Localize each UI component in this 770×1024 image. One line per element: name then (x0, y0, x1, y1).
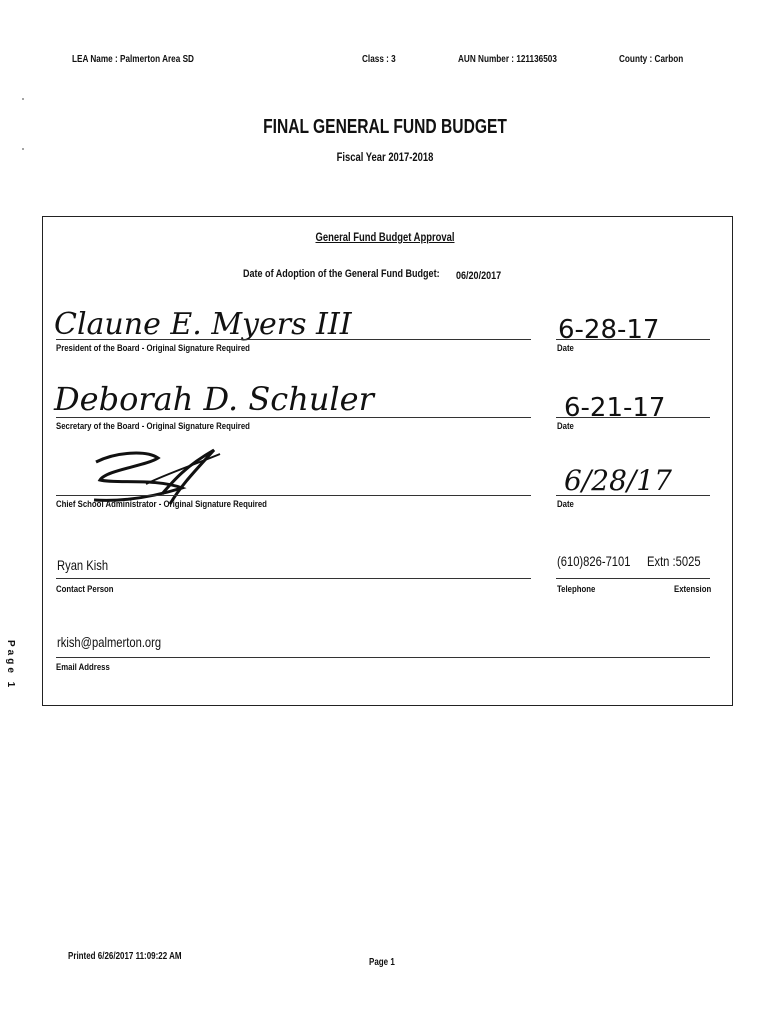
president-date-caption: Date (557, 343, 574, 354)
president-signature-text: Claune E. Myers III (54, 307, 352, 342)
contact-caption: Contact Person (56, 584, 114, 595)
chief-date-text: 6/28/17 (564, 464, 672, 497)
telephone-value: (610)826-7101 (557, 553, 631, 569)
county-label: County : Carbon (619, 54, 684, 65)
contact-line (56, 578, 531, 579)
scan-speck (22, 148, 24, 150)
footer-page-number: Page 1 (369, 957, 395, 968)
class-label: Class : 3 (362, 54, 396, 65)
approval-heading: General Fund Budget Approval (315, 232, 455, 244)
extension-value: Extn :5025 (647, 553, 701, 569)
adoption-date: 06/20/2017 (456, 270, 502, 282)
page-title: FINAL GENERAL FUND BUDGET (263, 116, 507, 138)
side-page-label: Page 1 (5, 640, 16, 691)
chief-date-caption: Date (557, 499, 574, 510)
secretary-date-line (556, 417, 710, 418)
president-date-text: 6-28-17 (558, 315, 660, 345)
email-line (56, 657, 710, 658)
printed-timestamp: Printed 6/26/2017 11:09:22 AM (68, 951, 182, 962)
secretary-date-handwritten (562, 384, 672, 424)
email-caption: Email Address (56, 662, 110, 673)
fiscal-year: Fiscal Year 2017-2018 (336, 152, 434, 164)
secretary-date-caption: Date (557, 421, 574, 432)
secretary-signature (52, 368, 374, 420)
chief-date-line (556, 495, 710, 496)
contact-person-value: Ryan Kish (57, 557, 109, 573)
scan-speck (22, 98, 24, 100)
extension-caption: Extension (674, 584, 712, 595)
email-value: rkish@palmerton.org (57, 634, 162, 650)
adoption-label: Date of Adoption of the General Fund Budget: (243, 268, 440, 280)
chief-caption: Chief School Administrator - Original Signature Required (56, 499, 267, 510)
chief-line (56, 495, 531, 496)
chief-date-handwritten (562, 454, 672, 498)
aun-number: AUN Number : 121136503 (458, 54, 557, 65)
lea-name: LEA Name : Palmerton Area SD (72, 54, 194, 65)
secretary-caption: Secretary of the Board - Original Signature Required (56, 421, 250, 432)
president-caption: President of the Board - Original Signature Required (56, 343, 250, 354)
secretary-line (56, 417, 531, 418)
secretary-date-text: 6-21-17 (564, 393, 666, 423)
president-date-handwritten (556, 306, 666, 346)
telephone-line (556, 578, 710, 579)
president-line (56, 339, 531, 340)
president-date-line (556, 339, 710, 340)
president-signature (52, 296, 352, 344)
telephone-caption: Telephone (557, 584, 596, 595)
secretary-signature-text: Deborah D. Schuler (54, 380, 374, 418)
